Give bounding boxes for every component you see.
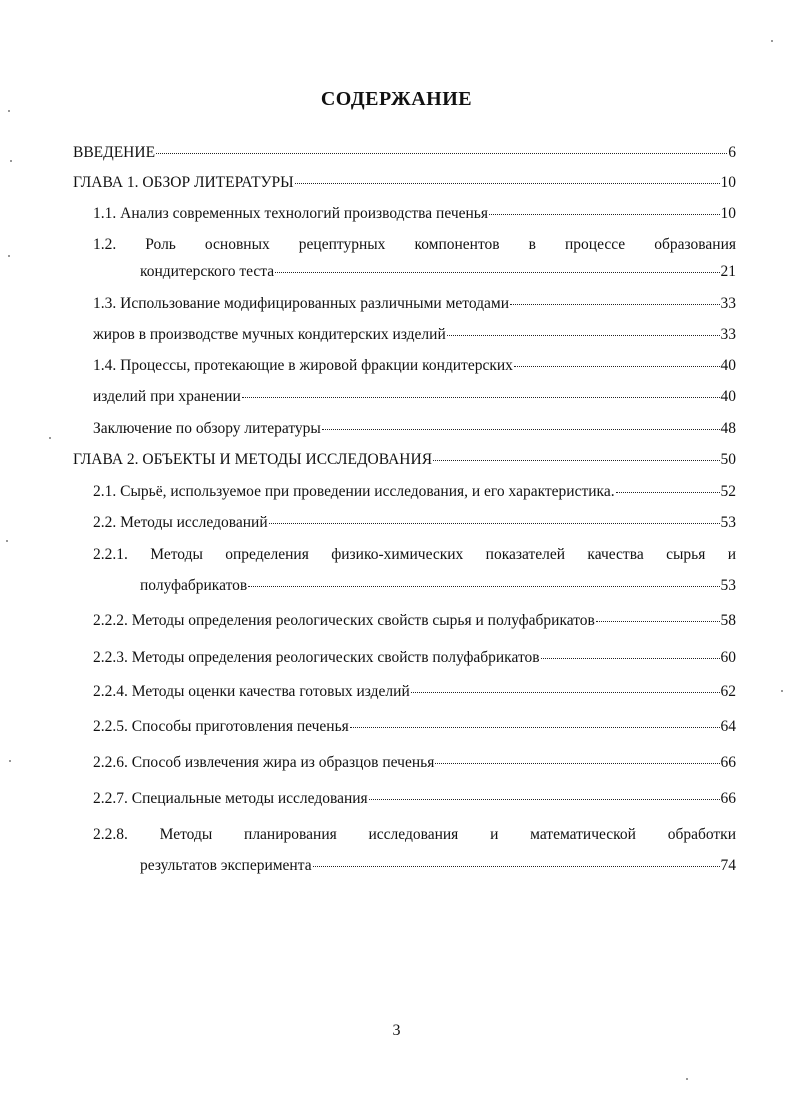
dot-leader	[411, 692, 720, 693]
dot-leader	[242, 397, 720, 398]
toc-entry-text: результатов эксперимента	[140, 857, 312, 874]
toc-entry-text: 2.2.5. Способы приготовления печенья	[93, 718, 349, 735]
page-title: СОДЕРЖАНИЕ	[320, 88, 473, 110]
toc-entry-page: 64	[720, 718, 736, 735]
toc-entry-page: 53	[720, 577, 736, 594]
toc-entry-2-2-1-line2[interactable]	[140, 576, 736, 596]
dot-leader	[156, 153, 727, 154]
toc-entry-2-2[interactable]	[93, 513, 736, 533]
dot-leader	[514, 366, 720, 367]
toc-entry-text: полуфабрикатов	[140, 577, 248, 594]
toc-entry-text: 1.3. Использование модифицированных различными методами	[93, 295, 510, 312]
toc-entry-2-2-5[interactable]	[93, 717, 736, 737]
dot-leader	[248, 586, 719, 587]
dot-leader	[510, 304, 719, 305]
page-number: 3	[392, 1022, 401, 1039]
toc-entry-conclusion[interactable]	[93, 419, 736, 439]
toc-entry-page: 60	[720, 649, 736, 666]
toc-entry-page: 53	[720, 514, 736, 531]
toc-entry-2-2-7[interactable]	[93, 789, 736, 809]
toc-entry-page: 10	[720, 205, 736, 222]
toc-entry-text: 2.2. Методы исследований	[93, 514, 268, 531]
toc-entry-page: 10	[720, 174, 736, 191]
scan-speck	[8, 255, 10, 257]
toc-entry-page: 48	[720, 420, 736, 437]
toc-entry-page: 66	[720, 790, 736, 807]
toc-entry-1-4[interactable]	[93, 356, 736, 376]
toc-entry-page: 21	[720, 263, 736, 280]
toc-entry-2-2-2[interactable]	[93, 611, 736, 631]
toc-entry-2-2-3[interactable]	[93, 648, 736, 668]
toc-entry-2-2-1-line1[interactable]: 2.2.1. Методы определения физико-химических показателей качества сырья и	[93, 546, 736, 563]
scan-speck	[6, 540, 8, 542]
toc-entry-page: 74	[720, 857, 736, 874]
toc-entry-text: Заключение по обзору литературы	[93, 420, 321, 437]
dot-leader	[616, 492, 720, 493]
toc-entry-page: 33	[720, 326, 736, 343]
toc-entry-text: ГЛАВА 2. ОБЪЕКТЫ И МЕТОДЫ ИССЛЕДОВАНИЯ	[73, 451, 433, 468]
dot-leader	[350, 727, 720, 728]
scan-speck	[686, 1078, 688, 1080]
toc-entry-text: 1.1. Анализ современных технологий производства печенья	[93, 205, 488, 222]
dot-leader	[541, 658, 720, 659]
toc-entry-page: 52	[720, 483, 736, 500]
dot-leader	[295, 183, 720, 184]
toc-entry-text: 2.2.3. Методы определения реологических свойств полуфабрикатов	[93, 649, 540, 666]
toc-entry-chapter-2[interactable]	[73, 450, 736, 470]
dot-leader	[275, 272, 719, 273]
toc-entry-text: 2.2.6. Способ извлечения жира из образцов печенья	[93, 754, 435, 771]
dot-leader	[489, 214, 720, 215]
toc-entry-2-2-8-line2[interactable]	[140, 856, 736, 876]
toc-entry-1-1[interactable]	[93, 204, 736, 224]
toc-entry-page: 40	[720, 357, 736, 374]
toc-entry-text: 1.4. Процессы, протекающие в жировой фракции кондитерских	[93, 357, 513, 374]
toc-entry-text: жиров в производстве мучных кондитерских изделий	[93, 326, 446, 343]
scan-speck	[49, 437, 51, 439]
toc-entry-introduction[interactable]	[73, 143, 736, 163]
toc-entry-page: 50	[720, 451, 736, 468]
toc-entry-2-2-8-line1[interactable]: 2.2.8. Методы планирования исследования и математической обработки	[93, 826, 736, 843]
scan-speck	[781, 690, 783, 692]
scan-speck	[10, 160, 12, 162]
toc-entry-page: 6	[728, 144, 736, 161]
toc-entry-page: 66	[720, 754, 736, 771]
toc-entry-text: 2.2.7. Специальные методы исследования	[93, 790, 368, 807]
toc-entry-text: кондитерского теста	[140, 263, 275, 280]
dot-leader	[433, 460, 719, 461]
dot-leader	[322, 429, 720, 430]
toc-entry-1-3[interactable]	[93, 294, 736, 314]
scan-speck	[8, 110, 10, 112]
dot-leader	[596, 621, 720, 622]
scan-speck	[9, 760, 11, 762]
toc-entry-1-3-cont[interactable]	[93, 325, 736, 345]
toc-entry-text: ГЛАВА 1. ОБЗОР ЛИТЕРАТУРЫ	[73, 174, 294, 191]
toc-entry-text: изделий при хранении	[93, 388, 241, 405]
scan-speck	[771, 40, 773, 42]
toc-entry-1-4-cont[interactable]	[93, 387, 736, 407]
toc-entry-2-2-4[interactable]	[93, 682, 736, 702]
toc-entry-1-2-line1[interactable]: 1.2. Роль основных рецептурных компонентов в процессе образования	[93, 236, 736, 253]
dot-leader	[269, 523, 720, 524]
dot-leader	[369, 799, 720, 800]
toc-entry-page: 40	[720, 388, 736, 405]
toc-entry-1-2-line2[interactable]	[140, 262, 736, 282]
dot-leader	[435, 763, 719, 764]
toc-entry-text: ВВЕДЕНИЕ	[73, 144, 156, 161]
toc-entry-text: 2.2.2. Методы определения реологических свойств сырья и полуфабрикатов	[93, 612, 595, 629]
toc-entry-text: 2.1. Сырьё, используемое при проведении исследования, и его характеристика.	[93, 483, 615, 500]
toc-entry-chapter-1[interactable]	[73, 173, 736, 193]
dot-leader	[447, 335, 720, 336]
dot-leader	[313, 866, 720, 867]
toc-entry-page: 58	[720, 612, 736, 629]
toc-entry-page: 62	[720, 683, 736, 700]
toc-entry-page: 33	[720, 295, 736, 312]
toc-entry-2-1[interactable]	[93, 482, 736, 502]
toc-entry-2-2-6[interactable]	[93, 753, 736, 773]
toc-entry-text: 2.2.4. Методы оценки качества готовых изделий	[93, 683, 410, 700]
